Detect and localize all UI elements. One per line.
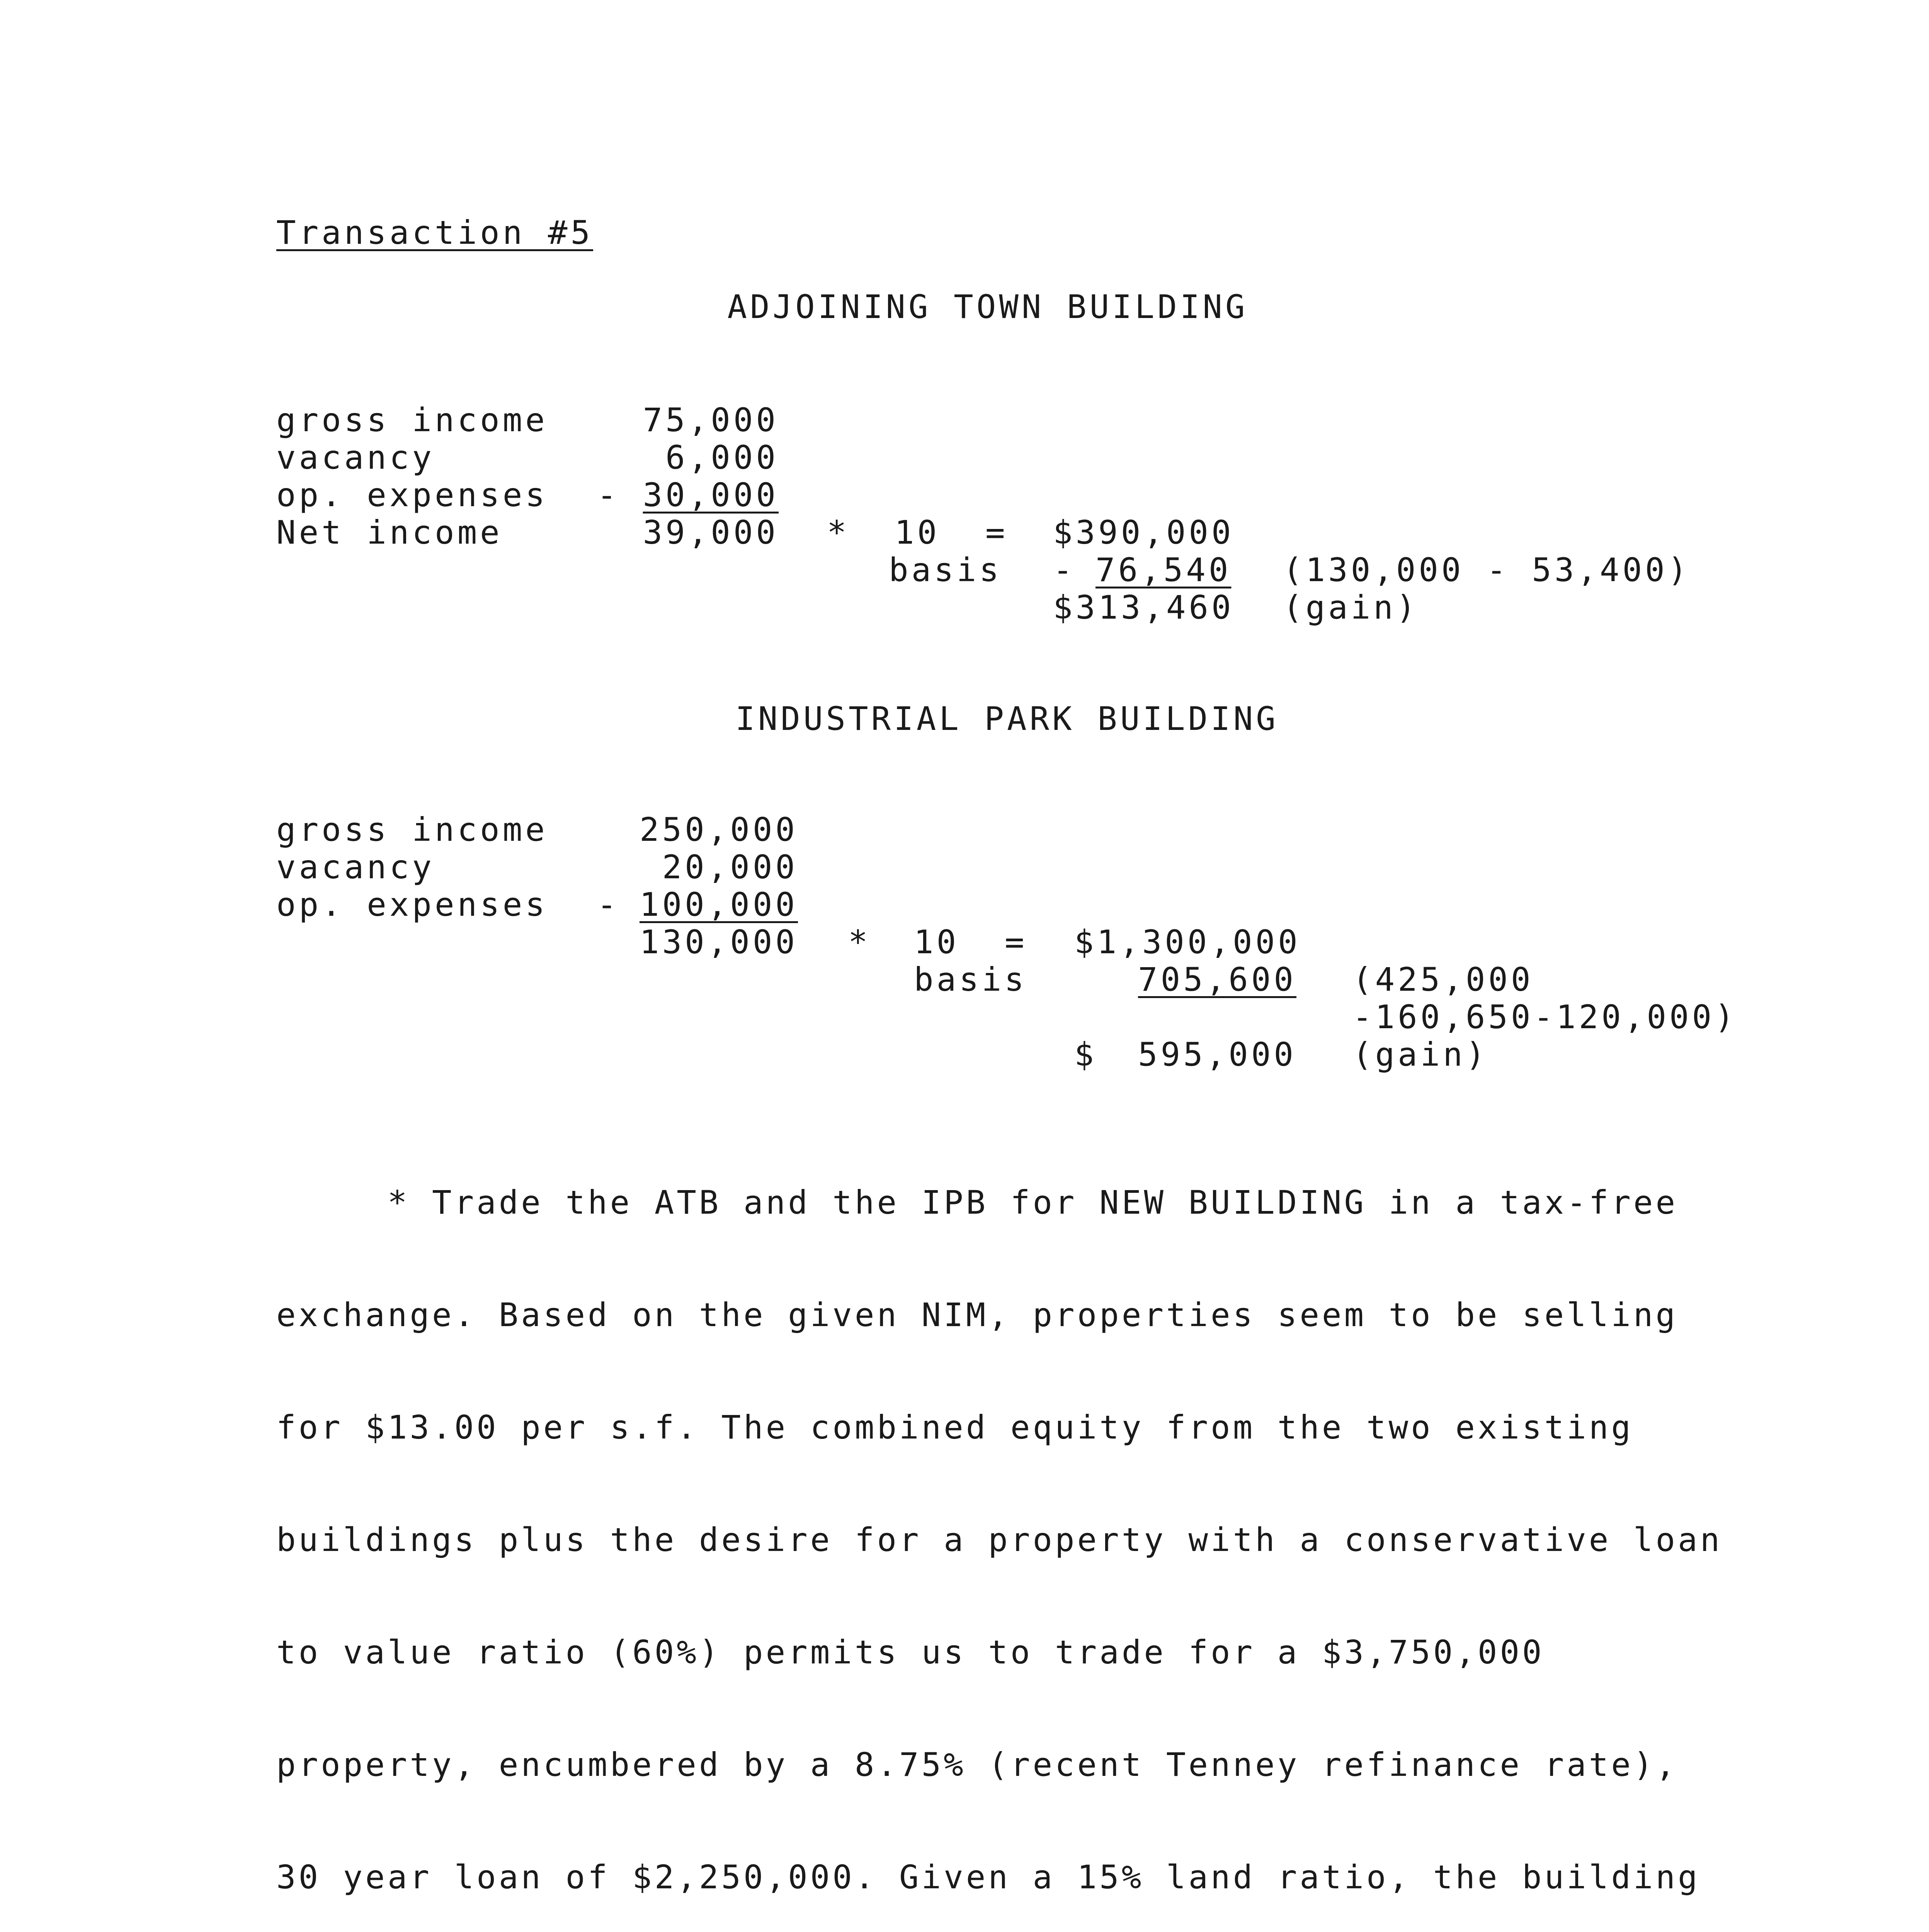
atb-multiply-sign: * <box>827 514 850 551</box>
ipb-value-gross-income: 250,000 <box>640 811 798 849</box>
paragraph-line: buildings plus the desire for a property with a conservative loan <box>276 1521 1723 1559</box>
atb-heading: ADJOINING TOWN BUILDING <box>727 288 1248 326</box>
ipb-op-minus: - <box>597 886 620 923</box>
page-title: Transaction #5 <box>276 214 594 252</box>
ipb-gain-currency: $ <box>1074 1036 1097 1073</box>
ipb-gain-value: 595,000 <box>1138 1036 1297 1073</box>
ipb-basis-value: 705,600 <box>1138 961 1297 998</box>
atb-gain-note: (gain) <box>1283 588 1419 626</box>
atb-value-vacancy: 6,000 <box>665 439 779 476</box>
atb-op-minus: - <box>597 476 620 514</box>
ipb-label-gross-income: gross income <box>276 811 548 849</box>
paragraph-line: 30 year loan of $2,250,000. Given a 15% land ratio, the building <box>276 1858 1700 1896</box>
ipb-basis-label: basis <box>914 961 1027 998</box>
ipb-heading: INDUSTRIAL PARK BUILDING <box>735 700 1279 738</box>
ipb-multiply-sign: * <box>848 923 871 961</box>
paragraph-line: exchange. Based on the given NIM, properties seem to be selling <box>276 1296 1678 1334</box>
atb-equals-sign: = <box>985 514 1008 551</box>
atb-basis-note: (130,000 - 53,400) <box>1283 551 1691 589</box>
atb-basis-label: basis <box>889 551 1002 589</box>
atb-value-op-expenses: 30,000 <box>643 476 779 514</box>
atb-product: $390,000 <box>1053 514 1234 551</box>
exchange-paragraph <box>276 1109 1818 1932</box>
paragraph-line: for $13.00 per s.f. The combined equity from the two existing <box>276 1408 1633 1446</box>
atb-label-op-expenses: op. expenses <box>276 476 548 514</box>
paragraph-line: property, encumbered by a 8.75% (recent Tenney refinance rate), <box>276 1746 1678 1784</box>
ipb-value-net-income: 130,000 <box>640 923 798 961</box>
atb-basis-minus: - <box>1053 551 1076 589</box>
ipb-value-op-expenses: 100,000 <box>640 886 798 923</box>
ipb-multiplier: 10 <box>914 923 959 961</box>
paragraph-line: * Trade the ATB and the IPB for NEW BUILDING in a tax-free <box>276 1184 1678 1221</box>
atb-value-gross-income: 75,000 <box>643 401 779 439</box>
atb-multiplier: 10 <box>895 514 940 551</box>
ipb-basis-note-line-1: (425,000 <box>1352 961 1534 998</box>
atb-value-net-income: 39,000 <box>643 514 779 551</box>
ipb-label-op-expenses: op. expenses <box>276 886 548 923</box>
ipb-equals-sign: = <box>1005 923 1027 961</box>
ipb-product: $1,300,000 <box>1074 923 1301 961</box>
ipb-gain-note: (gain) <box>1352 1036 1488 1073</box>
ipb-basis-note-line-2: -160,650-120,000) <box>1352 998 1737 1036</box>
atb-label-gross-income: gross income <box>276 401 548 439</box>
atb-label-net-income: Net income <box>276 514 503 551</box>
atb-gain-value: $313,460 <box>1053 588 1234 626</box>
atb-label-vacancy: vacancy <box>276 439 435 476</box>
paragraph-line: to value ratio (60%) permits us to trade for a $3,750,000 <box>276 1633 1545 1671</box>
ipb-label-vacancy: vacancy <box>276 848 435 886</box>
atb-basis-value: 76,540 <box>1095 551 1232 589</box>
ipb-value-vacancy: 20,000 <box>662 848 798 886</box>
